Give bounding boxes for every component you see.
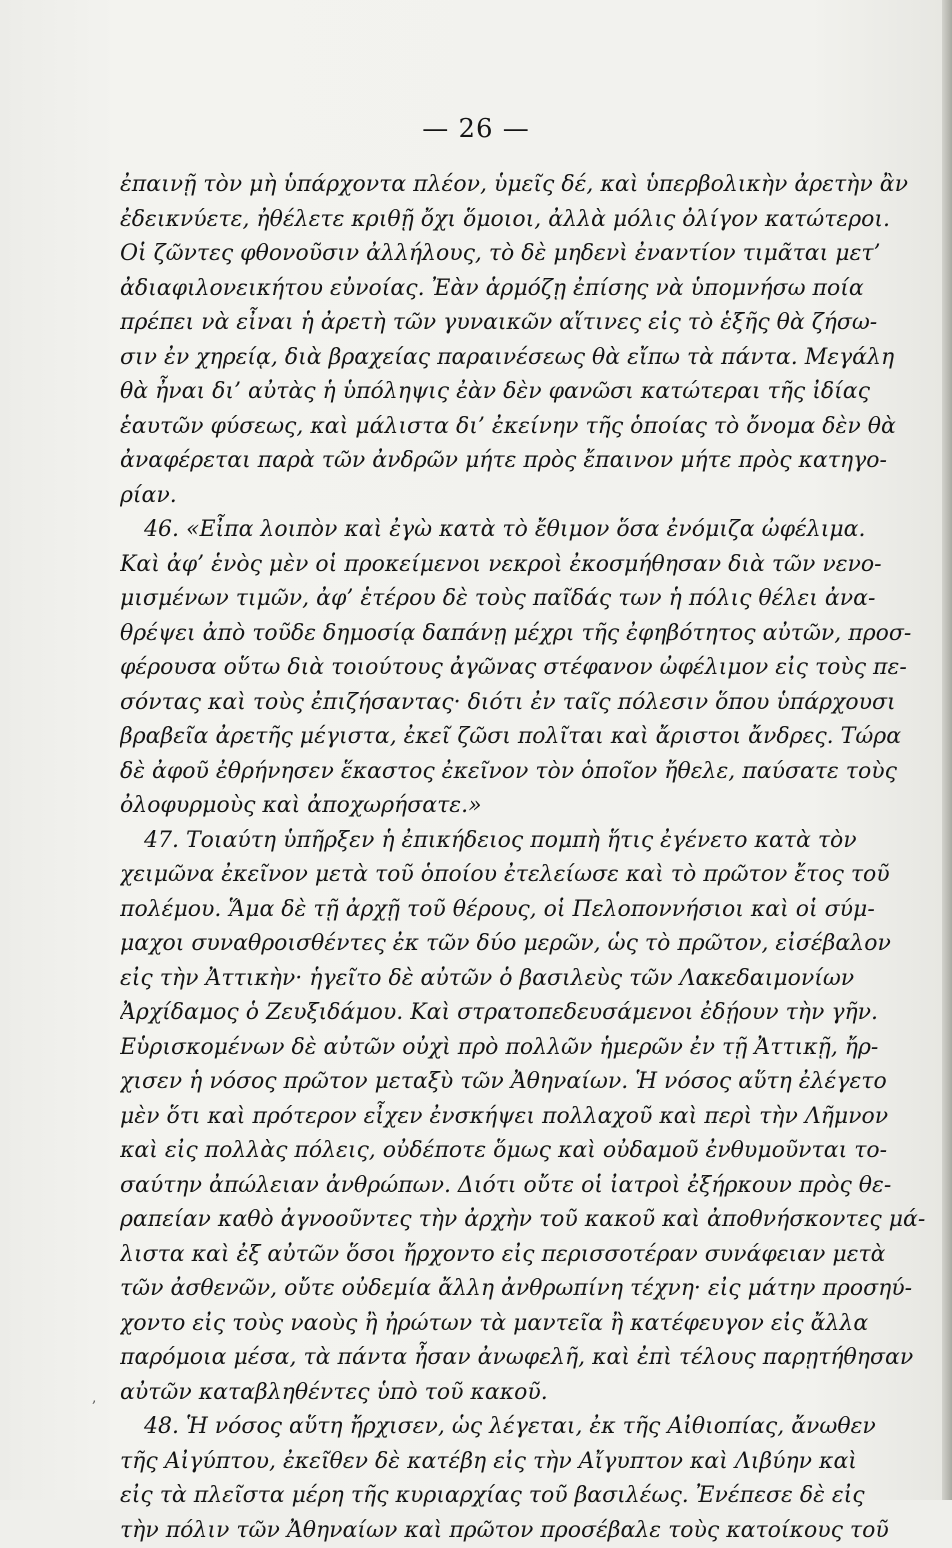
- text-line: ἀναφέρεται παρὰ τῶν ἀνδρῶν μήτε πρὸς ἔπαινον μήτε πρὸς κατηγο-: [120, 444, 932, 479]
- page-number: — 26 —: [422, 114, 530, 144]
- text-line: ἑαυτῶν φύσεως, καὶ μάλιστα δι’ ἐκείνην τῆς ὁποίας τὸ ὄνομα δὲν θὰ: [120, 410, 932, 445]
- text-line: τῶν ἀσθενῶν, οὔτε οὐδεμία ἄλλη ἀνθρωπίνη τέχνη· εἰς μάτην προσηύ-: [120, 1272, 932, 1307]
- text-line: 46. «Εἶπα λοιπὸν καὶ ἐγὼ κατὰ τὸ ἔθιμον ὅσα ἐνόμιζα ὠφέλιμα.: [120, 513, 932, 548]
- text-line: σαύτην ἀπώλειαν ἀνθρώπων. Διότι οὔτε οἱ ἰατροὶ ἐξήρκουν πρὸς θε-: [120, 1169, 932, 1204]
- text-line: ρίαν.: [120, 479, 932, 514]
- text-line: Ἀρχίδαμος ὁ Ζευξιδάμου. Καὶ στρατοπεδευσάμενοι ἐδῄουν τὴν γῆν.: [120, 996, 932, 1031]
- text-line: ἐδεικνύετε, ἠθέλετε κριθῇ ὄχι ὅμοιοι, ἀλλὰ μόλις ὀλίγον κατώτεροι.: [120, 203, 932, 238]
- text-line: μαχοι συναθροισθέντες ἐκ τῶν δύο μερῶν, ὡς τὸ πρῶτον, εἰσέβαλον: [120, 927, 932, 962]
- text-line: χισεν ἡ νόσος πρῶτον μεταξὺ τῶν Ἀθηναίων. Ἡ νόσος αὕτη ἐλέγετο: [120, 1065, 932, 1100]
- text-line: χειμῶνα ἐκεῖνον μετὰ τοῦ ὁποίου ἐτελείωσε καὶ τὸ πρῶτον ἔτος τοῦ: [120, 858, 932, 893]
- text-line: βραβεῖα ἀρετῆς μέγιστα, ἐκεῖ ζῶσι πολῖται καὶ ἄριστοι ἄνδρες. Τώρα: [120, 720, 932, 755]
- margin-mark: ,: [92, 1390, 96, 1406]
- text-line: τῆς Αἰγύπτου, ἐκεῖθεν δὲ κατέβη εἰς τὴν Αἴγυπτον καὶ Λιβύην καὶ: [120, 1445, 932, 1480]
- text-line: ἐπαινῇ τὸν μὴ ὑπάρχοντα πλέον, ὑμεῖς δέ, καὶ ὑπερβολικὴν ἀρετὴν ἂν: [120, 168, 932, 203]
- body-text: [120, 168, 932, 1548]
- text-line: πρέπει νὰ εἶναι ἡ ἀρετὴ τῶν γυναικῶν αἵτινες εἰς τὸ ἑξῆς θὰ ζήσω-: [120, 306, 932, 341]
- text-line: ὀλοφυρμοὺς καὶ ἀποχωρήσατε.»: [120, 789, 932, 824]
- text-line: μὲν ὅτι καὶ πρότερον εἶχεν ἐνσκήψει πολλαχοῦ καὶ περὶ τὴν Λῆμνον: [120, 1100, 932, 1135]
- text-line: φέρουσα οὕτω διὰ τοιούτους ἀγῶνας στέφανον ὠφέλιμον εἰς τοὺς πε-: [120, 651, 932, 686]
- text-line: λιστα καὶ ἐξ αὐτῶν ὅσοι ἤρχοντο εἰς περισσοτέραν συνάφειαν μετὰ: [120, 1238, 932, 1273]
- text-line: ἀδιαφιλονεικήτου εὐνοίας. Ἐὰν ἁρμόζῃ ἐπίσης νὰ ὑπομνήσω ποία: [120, 272, 932, 307]
- text-line: θρέψει ἀπὸ τοῦδε δημοσίᾳ δαπάνῃ μέχρι τῆς ἐφηβότητος αὐτῶν, προσ-: [120, 617, 932, 652]
- page-edge-shadow: [942, 0, 952, 1500]
- text-line: μισμένων τιμῶν, ἀφ’ ἑτέρου δὲ τοὺς παῖδάς των ἡ πόλις θέλει ἀνα-: [120, 582, 932, 617]
- text-line: αὐτῶν καταβληθέντες ὑπὸ τοῦ κακοῦ.: [120, 1376, 932, 1411]
- text-line: ραπείαν καθὸ ἀγνοοῦντες τὴν ἀρχὴν τοῦ κακοῦ καὶ ἀποθνήσκοντες μά-: [120, 1203, 932, 1238]
- text-line: παρόμοια μέσα, τὰ πάντα ἦσαν ἀνωφελῆ, καὶ ἐπὶ τέλους παρῃτήθησαν: [120, 1341, 932, 1376]
- text-line: εἰς τὴν Ἀττικὴν· ἡγεῖτο δὲ αὐτῶν ὁ βασιλεὺς τῶν Λακεδαιμονίων: [120, 962, 932, 997]
- text-line: χοντο εἰς τοὺς ναοὺς ἢ ἠρώτων τὰ μαντεῖα ἢ κατέφευγον εἰς ἄλλα: [120, 1307, 932, 1342]
- text-line: σόντας καὶ τοὺς ἐπιζήσαντας· διότι ἐν ταῖς πόλεσιν ὅπου ὑπάρχουσι: [120, 686, 932, 721]
- text-line: καὶ εἰς πολλὰς πόλεις, οὐδέποτε ὅμως καὶ οὐδαμοῦ ἐνθυμοῦνται το-: [120, 1134, 932, 1169]
- text-line: εἰς τὰ πλεῖστα μέρη τῆς κυριαρχίας τοῦ βασιλέως. Ἐνέπεσε δὲ εἰς: [120, 1479, 932, 1514]
- text-line: θὰ ἦναι δι’ αὐτὰς ἡ ὑπόληψις ἐὰν δὲν φανῶσι κατώτεραι τῆς ἰδίας: [120, 375, 932, 410]
- text-line: δὲ ἀφοῦ ἐθρήνησεν ἕκαστος ἐκεῖνον τὸν ὁποῖον ἤθελε, παύσατε τοὺς: [120, 755, 932, 790]
- text-line: Καὶ ἀφ’ ἑνὸς μὲν οἱ προκείμενοι νεκροὶ ἐκοσμήθησαν διὰ τῶν νενο-: [120, 548, 932, 583]
- text-line: 48. Ἡ νόσος αὕτη ἤρχισεν, ὡς λέγεται, ἐκ τῆς Αἰθιοπίας, ἄνωθεν: [120, 1410, 932, 1445]
- text-line: Εὑρισκομένων δὲ αὐτῶν οὐχὶ πρὸ πολλῶν ἡμερῶν ἐν τῇ Ἀττικῇ, ἤρ-: [120, 1031, 932, 1066]
- text-line: σιν ἐν χηρείᾳ, διὰ βραχείας παραινέσεως θὰ εἴπω τὰ πάντα. Μεγάλη: [120, 341, 932, 376]
- text-line: Οἱ ζῶντες φθονοῦσιν ἀλλήλους, τὸ δὲ μηδενὶ ἐναντίον τιμᾶται μετ’: [120, 237, 932, 272]
- text-line: 47. Τοιαύτη ὑπῆρξεν ἡ ἐπικήδειος πομπὴ ἥτις ἐγένετο κατὰ τὸν: [120, 824, 932, 859]
- text-line: πολέμου. Ἅμα δὲ τῇ ἀρχῇ τοῦ θέρους, οἱ Πελοποννήσιοι καὶ οἱ σύμ-: [120, 893, 932, 928]
- text-line: τὴν πόλιν τῶν Ἀθηναίων καὶ πρῶτον προσέβαλε τοὺς κατοίκους τοῦ: [120, 1514, 932, 1548]
